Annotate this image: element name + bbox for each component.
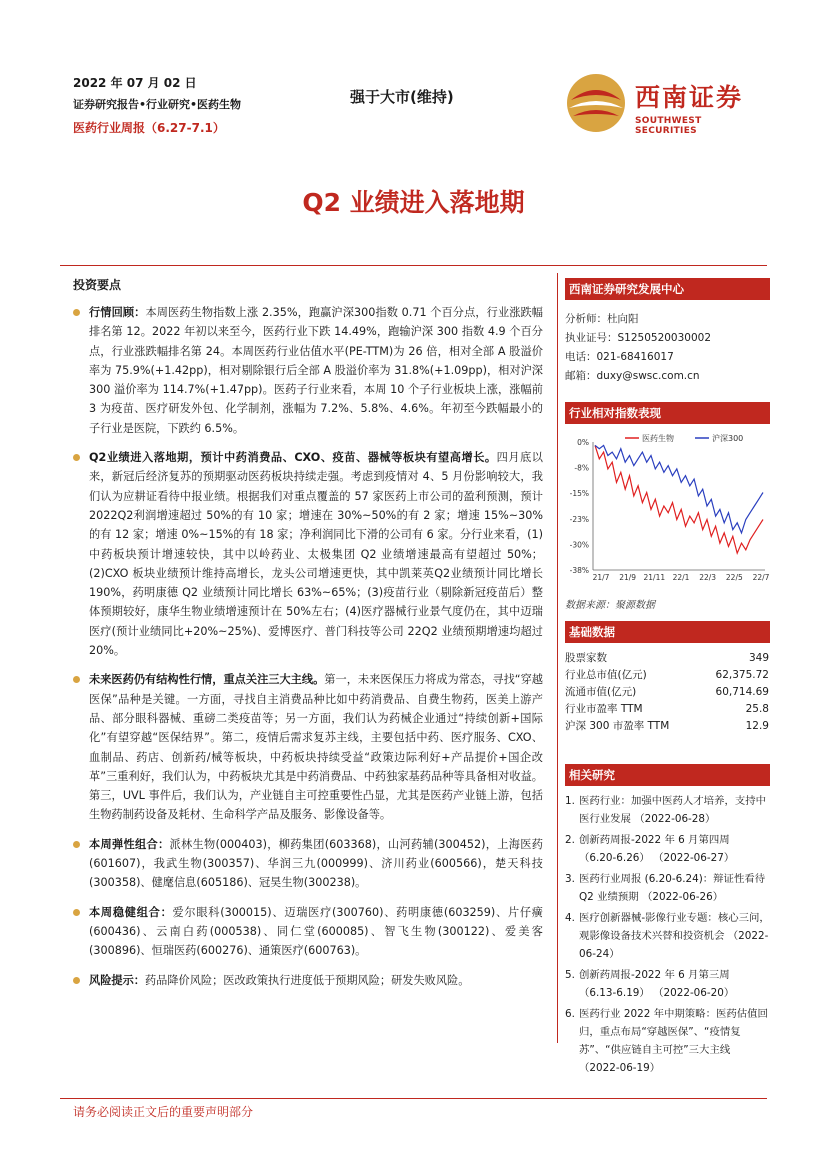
report-category: 证券研究报告•行业研究•医药生物 — [73, 98, 242, 111]
item-text: 创新药周报-2022 年 6 月第三周 （6.13-6.19） （2022-06-20） — [579, 969, 735, 999]
top-divider — [60, 265, 767, 266]
item-text: 创新药周报-2022 年 6 月第四周 （6.20-6.26） （2022-06-27） — [579, 834, 735, 864]
table-row — [565, 717, 769, 734]
y-tick-label: -30% — [569, 540, 589, 550]
y-tick-label: -38% — [569, 566, 589, 575]
row-value: 349 — [748, 651, 769, 664]
item-text: 医药行业：加强中医药人才培养，支持中医行业发展 （2022-06-28） — [579, 795, 767, 825]
series-line-pharma — [595, 445, 763, 553]
bullet-lead: 本周弹性组合： — [89, 837, 170, 851]
analyst-phone: 电话：021-68416017 — [565, 351, 674, 363]
summary-heading: 投资要点 — [73, 278, 122, 292]
item-text: 医疗创新器械-影像行业专题：核心三问，观影像设备技术兴替和投资机会 （2022-06-24） — [579, 912, 770, 960]
bullet-lead: 行情回顾： — [89, 306, 146, 319]
list-item[interactable] — [565, 870, 770, 906]
row-label: 行业总市值(亿元) — [565, 669, 647, 681]
row-value: 60,714.69 — [715, 685, 769, 698]
bullet-text: 爱尔眼科(300015)、迈瑞医疗(300760)、药明康德(603259)、片仔癀(600436)、云南白药(000538)、同仁堂(600085)、智飞生物(300122)、爱美客(300896)、恒瑞医药(600276)、通策医疗(600763)。 — [89, 905, 543, 958]
investment-summary — [73, 276, 543, 1000]
row-label: 股票家数 — [565, 652, 607, 664]
sidebar — [565, 278, 770, 1080]
y-tick-label: -15% — [569, 489, 589, 499]
y-tick-label: 0% — [577, 438, 589, 447]
summary-bullet-risk — [73, 971, 543, 990]
list-item[interactable] — [565, 792, 770, 828]
item-number: 4. — [565, 912, 575, 924]
analyst-license: 执业证号：S1250520030002 — [565, 332, 712, 344]
y-tick-label: -23% — [569, 514, 589, 524]
item-number: 1. — [565, 795, 575, 807]
y-tick-label: -8% — [574, 463, 589, 473]
base-data-table — [565, 649, 769, 734]
row-label: 行业市盈率 TTM — [565, 703, 643, 715]
analyst-name: 分析师：杜向阳 — [565, 313, 639, 325]
bullet-lead: Q2业绩进入落地期，预计中药消费品、CXO、疫苗、器械等板块有望高增长。 — [89, 451, 497, 465]
bullet-dot-icon — [73, 309, 80, 316]
related-research-bar: 相关研究 — [565, 764, 770, 786]
table-row — [565, 666, 769, 683]
bullet-dot-icon — [73, 454, 80, 461]
list-item[interactable] — [565, 966, 770, 1002]
bullet-lead: 风险提示： — [89, 973, 145, 987]
bullet-text: 第一，未来医保压力将成为常态，寻找“穿越医保”品种是关键。一方面，寻找自主消费品种比如中药消费品、自费生物药，医美上游产品、部分眼科器械、重磅二类疫苗等；另一方面，我们认为药械企业通过“持续创新+国际化”有望穿越“医保结界”。第二，疫情后需求复苏主线，主要包括中药、医疗服务、CXO、血制品、药店、创新药/械等板块，中药板块持续受益“政策边际利好+产品提价+国企改革”三重利好，我们认为，中药板块尤其是中药消费品、中药独家基药品种等具备相对收益。第三，UVL 事件后，我们认为，产业链自主可控重要性凸显，尤其是医药产业链上游，包括生物药制药设备及耗材、生命科学产品及服务、影像设备等。 — [89, 673, 543, 822]
legend-label: 医药生物 — [642, 434, 674, 443]
report-weekly-title: 医药行业周报（6.27-7.1） — [73, 121, 225, 135]
x-tick-label: 22/7 — [752, 573, 770, 582]
bullet-dot-icon — [73, 977, 80, 984]
list-item[interactable] — [565, 909, 770, 963]
report-title: Q2 业绩进入落地期 — [302, 188, 525, 217]
research-center-bar: 西南证券研究发展中心 — [565, 278, 770, 300]
item-number: 5. — [565, 969, 575, 981]
bullet-lead: 未来医药仍有结构性行情，重点关注三大主线。 — [89, 673, 325, 687]
bullet-text: 本周医药生物指数上涨 2.35%，跑赢沪深300指数 0.71 个百分点，行业涨跌幅排名第 12。2022 年初以来至今，医药行业下跌 14.49%，跑输沪深 300 指数 4.9 个百分点，行业涨跌幅排名第 24。本周医药行业估值水平(PE-TTM)为 26 倍，相对全部 A 股溢价率为 75.9%(+1.42pp)，相对剔除银行后全部 A 股溢价率为 31.8%(+1.09pp)，相对沪深 300 溢价率为 114.7%(+1.47pp)。医药子行业来看，本周 10 个子行业板块上涨，涨幅前 3 为疫苗、医疗研发外包、化学制剂，涨幅为 7.2%、5.8%、4.6%。年初至今跌幅最小的子行业是医院，下跌约 6.5%。 — [89, 306, 543, 435]
logo-emblem-icon — [565, 72, 627, 134]
logo-chinese-text: 西南证券 — [635, 83, 744, 112]
row-label: 流通市值(亿元) — [565, 686, 637, 698]
footer-disclaimer[interactable]: 请务必阅读正文后的重要声明部分 — [73, 1105, 254, 1119]
item-text: 医药行业周报 (6.20-6.24)：辩证性看待 Q2 业绩预期 （2022-06-26） — [579, 873, 766, 903]
x-tick-label: 22/3 — [699, 573, 717, 582]
list-item[interactable] — [565, 1005, 770, 1077]
item-number: 3. — [565, 873, 575, 885]
legend-label: 沪深300 — [712, 434, 744, 443]
summary-bullet-elastic-portfolio — [73, 835, 543, 893]
summary-bullet-q2-earnings — [73, 448, 543, 660]
x-tick-label: 21/9 — [619, 573, 637, 582]
related-research-list — [565, 792, 770, 1077]
summary-bullet-stable-portfolio — [73, 903, 543, 961]
bullet-dot-icon — [73, 676, 80, 683]
item-number: 6. — [565, 1008, 575, 1020]
southwest-securities-logo — [565, 72, 765, 136]
logo-english-text: SOUTHWEST SECURITIES — [635, 116, 702, 136]
base-data-bar: 基础数据 — [565, 621, 770, 643]
column-divider — [557, 273, 558, 1043]
bullet-dot-icon — [73, 841, 80, 848]
item-text: 医药行业 2022 年中期策略：医药估值回归，重点布局“穿越医保”、“疫情复苏”、“供应链自主可控”三大主线 （2022-06-19） — [579, 1008, 768, 1074]
table-row — [565, 649, 769, 666]
bullet-text: 药品降价风险；医改政策执行进度低于预期风险；研发失败风险。 — [144, 973, 470, 987]
x-tick-label: 22/1 — [672, 573, 690, 582]
footer-divider — [60, 1098, 767, 1099]
industry-rating: 强于大市(维持) — [350, 88, 454, 106]
bullet-text: 派林生物(000403)，柳药集团(603368)，山河药辅(300452)，上海医药(601607)，我武生物(300357)、华润三九(000999)、济川药业(600566)，楚天科技(300358)、健麾信息(605186)、冠昊生物(300238)。 — [89, 837, 543, 890]
bullet-lead: 本周稳健组合： — [89, 905, 173, 919]
table-row — [565, 683, 769, 700]
list-item[interactable] — [565, 831, 770, 867]
item-number: 2. — [565, 834, 575, 846]
bullet-dot-icon — [73, 909, 80, 916]
summary-bullet-main-themes — [73, 670, 543, 824]
x-tick-label: 21/7 — [592, 573, 610, 582]
table-row — [565, 700, 769, 717]
chart-svg — [565, 432, 770, 592]
bullet-text: 四月底以来，新冠后经济复苏的预期驱动医药板块持续走强。考虑到疫情对 4、5 月份影响较大，我们认为应耕证看待中报业绩。根据我们对重点覆盖的 57 家医药上市公司的盈利预测，预计 2022Q2利润增速超过 50%的有 10 家；增速在 30%~50%的有 2 家；增速 15%~30%的有 12 家；增速 0%~15%的有 18 家；净利润同比下滑的公司有 6 家。分行业来看，(1)中药板块预计增速较快，其中以岭药业、太极集团 Q2 业绩增速最高有望超过 50%；(2)CXO 板块业绩预计维持高增长，龙头公司增速更快，其中凯莱英Q2业绩预计同比增长 190%，药明康德 Q2 业绩预计同比增长 63%~65%；(3)疫苗行业（剔除新冠疫苗后）整体预期较好，康华生物业绩增速预计在 50%左右；(4)医疗器械行业景气度仍在，其中迈瑞医疗(预计业绩同比+20%~25%)、爱博医疗、普门科技等公司 22Q2 业绩预期增速均超过 20%。 — [89, 451, 543, 658]
series-line-csi300 — [595, 445, 763, 533]
row-value: 25.8 — [745, 702, 769, 715]
summary-bullet-market-review — [73, 303, 543, 438]
analyst-email[interactable]: 邮箱：duxy@swsc.com.cn — [565, 370, 700, 382]
x-tick-label: 22/5 — [725, 573, 743, 582]
report-date: 2022 年 07 月 02 日 — [73, 76, 197, 90]
row-label: 沪深 300 市盈率 TTM — [565, 720, 670, 732]
chart-heading-bar: 行业相对指数表现 — [565, 402, 770, 424]
analyst-info — [565, 310, 770, 386]
row-value: 12.9 — [745, 719, 769, 732]
row-value: 62,375.72 — [715, 668, 769, 681]
relative-index-chart — [565, 432, 770, 592]
x-tick-label: 21/11 — [643, 573, 666, 582]
chart-source: 数据来源：聚源数据 — [565, 600, 655, 611]
